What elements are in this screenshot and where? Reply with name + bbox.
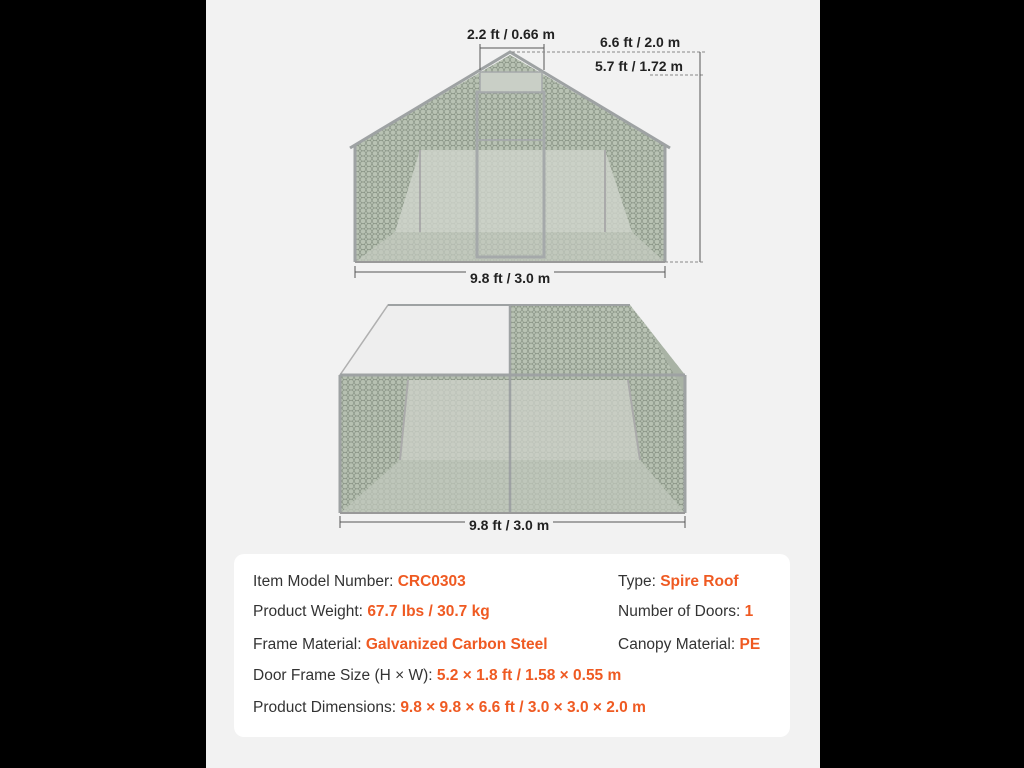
spec-model-value: CRC0303 [397,573,466,590]
front-view-coop [350,52,670,262]
spec-canopy-label: Canopy Material: [618,636,740,653]
spec-type [618,573,739,591]
spec-type-label: Type: [618,573,661,590]
spec-doors [618,603,753,621]
front-width-label: 9.8 ft / 3.0 m [466,270,554,286]
spec-frame-value: Galvanized Carbon Steel [365,636,548,653]
spec-door-size-label: Door Frame Size (H × W): [253,667,437,684]
spec-model [253,573,466,591]
spec-doors-value: 1 [744,603,754,620]
spec-dimensions-label: Product Dimensions: [253,699,401,716]
perspective-width-label: 9.8 ft / 3.0 m [465,517,553,533]
spec-dimensions-value: 9.8 × 9.8 × 6.6 ft / 3.0 × 3.0 × 2.0 m [400,699,646,716]
spec-door-size [253,667,621,685]
spec-type-value: Spire Roof [660,573,739,590]
spec-model-label: Item Model Number: [253,573,398,590]
spec-frame [253,636,548,654]
side-height-label: 5.7 ft / 1.72 m [595,58,683,74]
spec-weight [253,603,490,621]
spec-frame-label: Frame Material: [253,636,366,653]
spec-weight-label: Product Weight: [253,603,368,620]
perspective-view-coop [340,305,685,513]
spec-doors-label: Number of Doors: [618,603,745,620]
spec-canopy-value: PE [739,636,761,653]
spec-dimensions [253,699,646,717]
spec-weight-value: 67.7 lbs / 30.7 kg [367,603,490,620]
total-height-label: 6.6 ft / 2.0 m [600,34,681,50]
spec-door-size-value: 5.2 × 1.8 ft / 1.58 × 0.55 m [436,667,622,684]
spec-canopy [618,636,760,654]
door-width-label: 2.2 ft / 0.66 m [467,26,555,42]
